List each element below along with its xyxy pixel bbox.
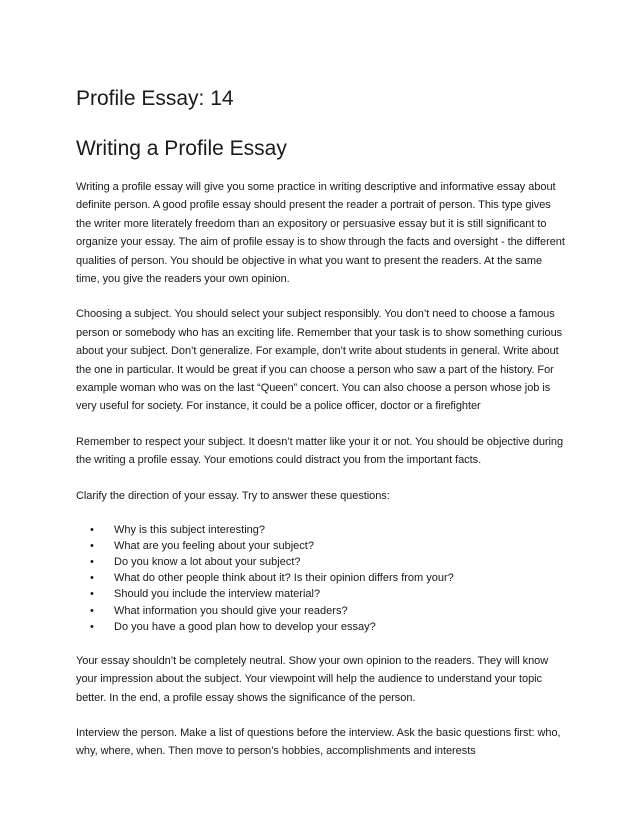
document-title: Profile Essay: 14 [76,87,234,110]
question-list [76,522,568,635]
paragraph-opinion: Your essay shouldn’t be completely neutral. Show your own opinion to the readers. They will know your impression about the subject. Your viewpoint will help the audience to understand your topic better. In the end, a profile essay shows the significance of the person. [76,654,549,704]
list-item [76,554,568,570]
list-item [76,570,568,586]
paragraph-respect-subject: Remember to respect your subject. It doesn’t matter like your it or not. You should be objective during the writing a profile essay. Your emotions could distract you from the important facts. [76,435,564,467]
list-item-text: Should you include the interview material? [114,588,321,601]
list-item-text: What do other people think about it? Is their opinion differs from your? [114,572,454,585]
paragraph-intro: Writing a profile essay will give you some practice in writing descriptive and informative essay about definite person. A good profile essay should present the reader a portrait of person. This type gives the writer more literately freedom than an expository or persuasive essay but it is still significant to organize your essay. The aim of profile essay is to show through the facts and oversight - the different qualities of person. You should be objective in what you want to present the readers. At the same time, you give the readers your own opinion. [76,181,565,286]
list-item-text: Why is this subject interesting? [114,524,266,537]
bullet-icon: • [90,620,94,633]
paragraph-clarify-direction: Clarify the direction of your essay. Try to answer these questions: [76,489,390,502]
bullet-icon: • [90,540,94,553]
bullet-icon: • [90,604,94,617]
section-heading: Writing a Profile Essay [76,137,287,160]
list-item-text: What information you should give your readers? [114,604,348,617]
list-item-text: Do you know a lot about your subject? [114,556,301,569]
bullet-icon: • [90,572,94,585]
paragraph-choosing-subject: Choosing a subject. You should select your subject responsibly. You don’t need to choose a famous person or somebody who has an exciting life. Remember that your task is to show something curious about your subject. Don’t generalize. For example, don’t write about students in general. Write about the one in particular. It would be great if you can choose a person who saw a part of the history. For example woman who was on the last “Queen” concert. You can also choose a person whose job is very useful for society. For instance, it could be a police officer, doctor or a firefighter [76,308,563,413]
bullet-icon: • [90,588,94,601]
paragraph-interview: Interview the person. Make a list of questions before the interview. Ask the basic questions first: who, why, where, when. Then move to person’s hobbies, accomplishments and interests [76,726,561,758]
list-item-text: Do you have a good plan how to develop your essay? [114,620,376,633]
list-item [76,619,568,635]
list-item [76,522,568,538]
bullet-icon: • [90,556,94,569]
list-item [76,603,568,619]
list-item-text: What are you feeling about your subject? [114,540,314,553]
bullet-icon: • [90,524,94,537]
document-body [76,178,568,778]
list-item [76,586,568,602]
list-item [76,538,568,554]
